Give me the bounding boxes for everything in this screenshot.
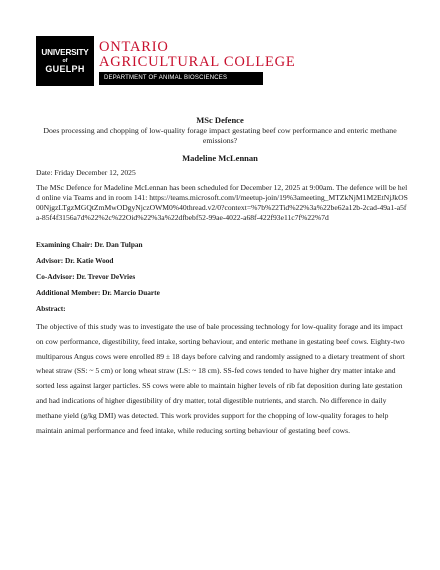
logo-line-guelph: GUELPH <box>45 64 85 74</box>
college-name-line1: ONTARIO <box>99 39 169 55</box>
abstract-text: The objective of this study was to investigate the use of bale processing technology for low-quality forage and its impact on cow performance, digestibility, feed intake, sorting behaviour, and enteric methane in gestating beef cows. Eighty-two multiparous Angus cows were enrolled 89 ± 18 days before calving and randomly assigned to a dietary treatment of short wheat straw (SS: ~ 5 cm) or long wheat straw (LS: ~ 18 cm). SS-fed cows tended to have higher dry matter intake and sorted less against larger particles. SS cows were able to maintain higher levels of rib fat deposition during late gestation and had indications of higher digestibility of dry matter, total digestible nutrients, and starch. No difference in daily methane yield (g/kg DMI) was detected. This work provides support for the chopping of low-quality forages to help maintain animal performance and feed intake, while reducing sorting behaviour of gestating beef cows. <box>36 322 405 435</box>
co-advisor: Co-Advisor: Dr. Trevor DeVries <box>36 272 136 281</box>
thesis-question: Does processing and chopping of low-quality forage impact gestating beef cow performance and enteric methane emissions? <box>43 126 397 145</box>
additional-member: Additional Member: Dr. Marcio Duarte <box>36 288 160 297</box>
letterhead <box>36 36 326 86</box>
author-name: Madeline McLennan <box>182 153 258 163</box>
intro-paragraph: The MSc Defence for Madeline McLennan has been scheduled for December 12, 2025 at 9:00am. The defence will be held online via Teams and in room 141: https://teams.microsoft.com/l/meetup-join/19%3ameeting_MTZkNjM1M2EtNjJkOS00NjgzLTgzMGQtZmMwODgyNjczOWM0%40thread.v2/0?context=%7b%22Tid%22%3a%22be62a12b-2cad-49a1-a5fa-85f4f3156a7d%22%2c%22Oid%22%3a%22dfbebf52-99ae-4022-a68f-422f93e11c7f%22%7d <box>36 183 408 222</box>
university-of-guelph-logo <box>36 36 94 86</box>
examining-chair: Examining Chair: Dr. Dan Tulpan <box>36 240 143 249</box>
advisor: Advisor: Dr. Katie Wood <box>36 256 114 265</box>
defence-date: Date: Friday December 12, 2025 <box>36 168 136 177</box>
logo-line-university: UNIVERSITY <box>41 48 89 57</box>
abstract-label: Abstract: <box>36 304 66 313</box>
document-title: MSc Defence <box>196 115 244 125</box>
department-bar: DEPARTMENT OF ANIMAL BIOSCIENCES <box>99 72 263 85</box>
college-name <box>99 40 327 70</box>
logo-line-of: of <box>62 58 68 64</box>
college-name-line2: AGRICULTURAL COLLEGE <box>99 54 296 70</box>
